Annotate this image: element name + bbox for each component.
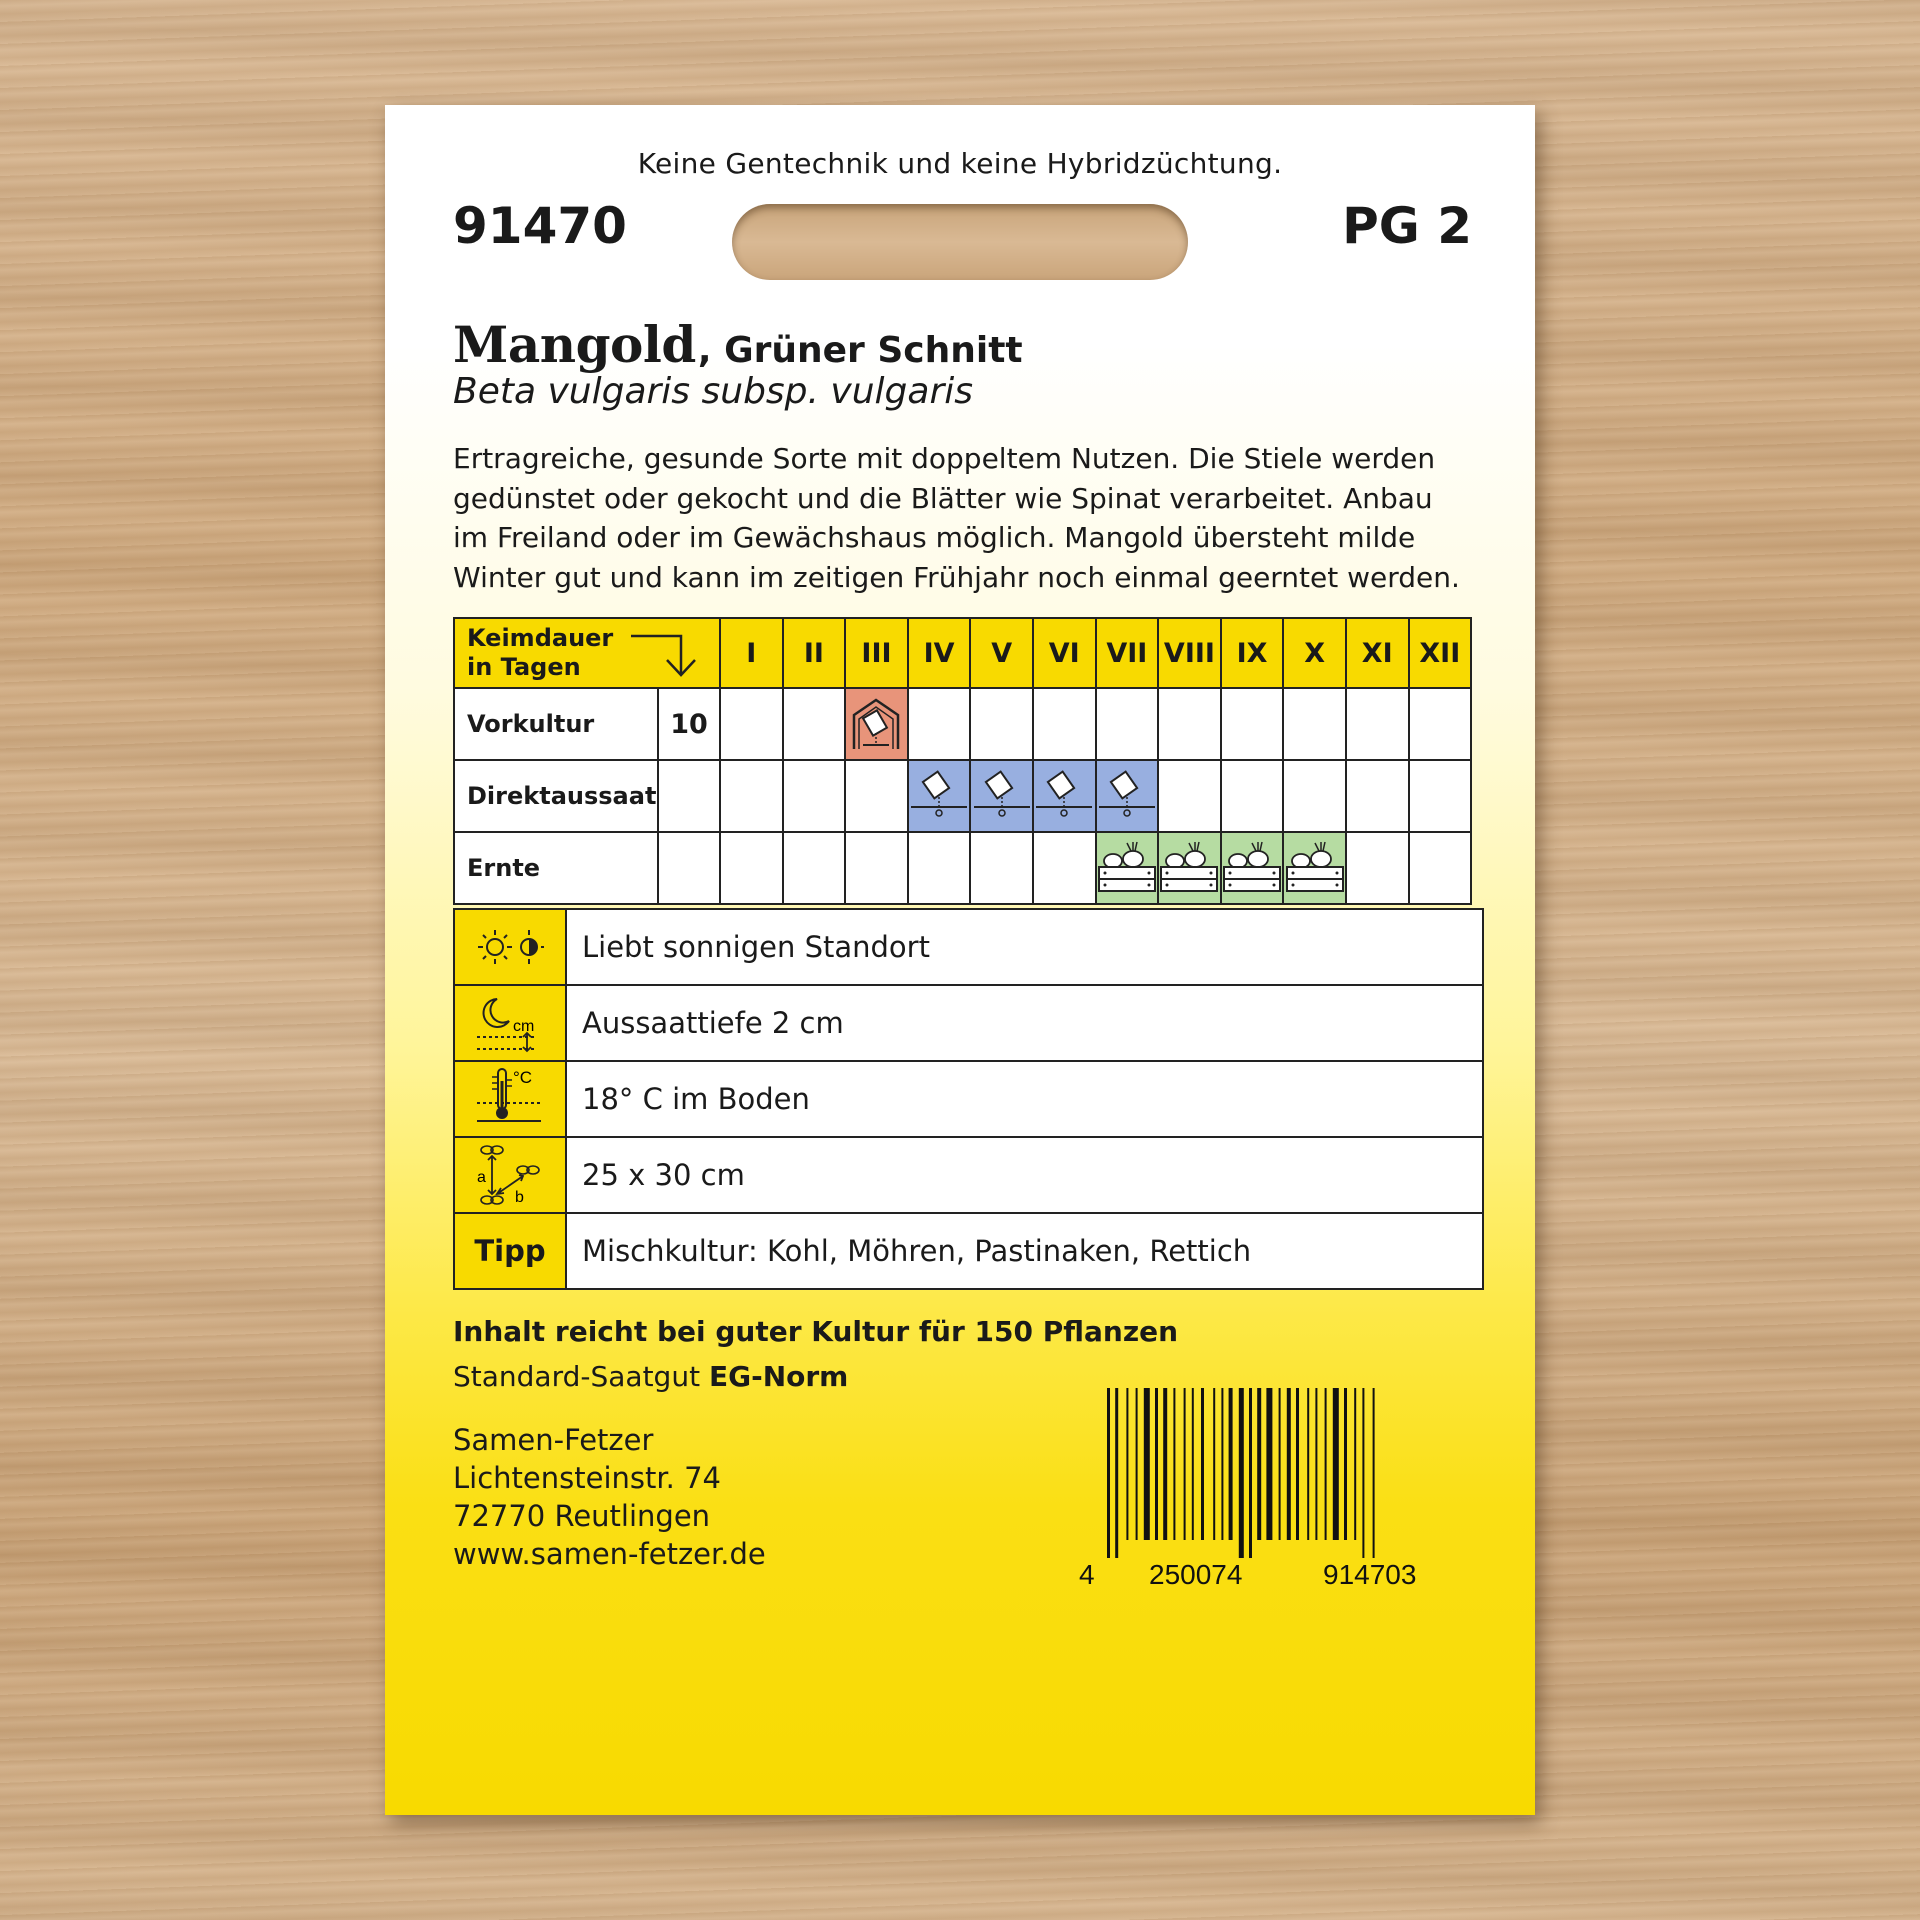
barcode-bar xyxy=(1213,1388,1215,1540)
info-icon-cell xyxy=(454,909,566,985)
month-6: VI xyxy=(1033,618,1096,688)
info-row-location xyxy=(454,909,1483,985)
cell-direkt-11 xyxy=(1346,760,1409,832)
cell-vorkultur-1 xyxy=(720,688,783,760)
seed-packet-sowing-icon xyxy=(911,769,967,823)
barcode-bar xyxy=(1266,1388,1272,1540)
month-12: XII xyxy=(1409,618,1472,688)
harvest-crate-icon xyxy=(1285,839,1345,897)
cell-vorkultur-4 xyxy=(908,688,971,760)
germination-days-empty xyxy=(658,760,720,832)
barcode-bar xyxy=(1333,1388,1339,1540)
row-label-ernte: Ernte xyxy=(454,832,658,904)
info-row-spacing xyxy=(454,1137,1483,1213)
barcode-digit-first: 4 xyxy=(1079,1559,1095,1590)
barcode-bar xyxy=(1307,1388,1309,1540)
cell-direkt-5 xyxy=(970,760,1033,832)
cell-direkt-12 xyxy=(1409,760,1472,832)
cell-vorkultur-5 xyxy=(970,688,1033,760)
website: www.samen-fetzer.de xyxy=(453,1537,766,1571)
cell-direkt-10 xyxy=(1283,760,1346,832)
barcode-bar xyxy=(1126,1388,1128,1540)
info-row-tip xyxy=(454,1213,1483,1289)
cell-vorkultur-9 xyxy=(1221,688,1284,760)
product-title xyxy=(453,315,1023,374)
harvest-crate-icon xyxy=(1097,839,1157,897)
cell-ernte-11 xyxy=(1346,832,1409,904)
price-group: PG 2 xyxy=(1342,197,1472,255)
seed-packet-sowing-icon xyxy=(1036,769,1092,823)
info-text: Aussaattiefe 2 cm xyxy=(566,985,1483,1061)
cell-vorkultur-3 xyxy=(845,688,908,760)
cell-vorkultur-12 xyxy=(1409,688,1472,760)
barcode-bar xyxy=(1279,1388,1281,1540)
barcode-bar xyxy=(1184,1388,1186,1540)
barcode-bar xyxy=(1229,1388,1233,1540)
info-text: Liebt sonnigen Standort xyxy=(566,909,1483,985)
barcode-bar xyxy=(1315,1388,1317,1540)
company-name: Samen-Fetzer xyxy=(453,1423,654,1457)
germination-label-line1: Keimdauer xyxy=(467,624,614,652)
spacing-b-label: b xyxy=(515,1189,524,1206)
product-name: Mangold xyxy=(453,315,696,374)
info-text: 25 x 30 cm xyxy=(566,1137,1483,1213)
cell-vorkultur-7 xyxy=(1096,688,1159,760)
info-icon-cell xyxy=(454,1137,566,1213)
sowing-depth-icon xyxy=(475,993,545,1053)
tip-label: Tipp xyxy=(454,1213,566,1289)
barcode-bar xyxy=(1221,1388,1223,1540)
street: Lichtensteinstr. 74 xyxy=(453,1461,721,1495)
info-icon-cell xyxy=(454,985,566,1061)
down-arrow-icon xyxy=(629,630,703,680)
month-3: III xyxy=(845,618,908,688)
cell-ernte-3 xyxy=(845,832,908,904)
latin-name: Beta vulgaris subsp. vulgaris xyxy=(453,371,974,412)
month-10: X xyxy=(1283,618,1346,688)
cell-vorkultur-10 xyxy=(1283,688,1346,760)
germination-header xyxy=(454,618,720,688)
barcode-bar xyxy=(1192,1388,1194,1540)
month-5: V xyxy=(970,618,1033,688)
seed-packet-sowing-icon xyxy=(1099,769,1155,823)
hanger-slot xyxy=(732,204,1188,280)
cell-ernte-1 xyxy=(720,832,783,904)
cell-ernte-6 xyxy=(1033,832,1096,904)
cell-vorkultur-11 xyxy=(1346,688,1409,760)
barcode-bar xyxy=(1354,1388,1356,1540)
cell-ernte-8 xyxy=(1158,832,1221,904)
cell-direkt-8 xyxy=(1158,760,1221,832)
seed-standard xyxy=(453,1360,848,1393)
barcode-bar xyxy=(1173,1388,1175,1540)
row-direktaussaat xyxy=(454,760,1471,832)
barcode-bar xyxy=(1239,1388,1244,1558)
info-text: Mischkultur: Kohl, Möhren, Pastinaken, Rettich xyxy=(566,1213,1483,1289)
cell-ernte-4 xyxy=(908,832,971,904)
barcode-bar xyxy=(1257,1388,1261,1540)
month-9: IX xyxy=(1221,618,1284,688)
cell-vorkultur-8 xyxy=(1158,688,1221,760)
cell-direkt-6 xyxy=(1033,760,1096,832)
barcode-bar xyxy=(1107,1388,1110,1558)
barcode-bar xyxy=(1249,1388,1252,1558)
harvest-crate-icon xyxy=(1159,839,1219,897)
cell-vorkultur-2 xyxy=(783,688,846,760)
cultivation-info xyxy=(453,908,1484,1290)
soil-thermometer-icon xyxy=(475,1065,545,1127)
germination-label-line2: in Tagen xyxy=(467,653,581,681)
barcode-bar xyxy=(1155,1388,1158,1540)
cell-direkt-1 xyxy=(720,760,783,832)
barcode-bar xyxy=(1201,1388,1204,1540)
month-8: VIII xyxy=(1158,618,1221,688)
depth-unit-label: cm xyxy=(513,1018,535,1035)
month-1: I xyxy=(720,618,783,688)
seed-standard-norm: EG-Norm xyxy=(708,1360,849,1393)
row-ernte xyxy=(454,832,1471,904)
city: 72770 Reutlingen xyxy=(453,1499,711,1533)
month-4: IV xyxy=(908,618,971,688)
barcode-bar xyxy=(1163,1388,1167,1540)
cell-ernte-2 xyxy=(783,832,846,904)
seed-standard-prefix: Standard-Saatgut xyxy=(453,1360,701,1393)
barcode-group-right: 914703 xyxy=(1323,1559,1417,1590)
month-11: XI xyxy=(1346,618,1409,688)
variety-name: , Grüner Schnitt xyxy=(697,330,1023,371)
cell-ernte-12 xyxy=(1409,832,1472,904)
cell-vorkultur-6 xyxy=(1033,688,1096,760)
cell-direkt-4 xyxy=(908,760,971,832)
germination-days: 10 xyxy=(658,688,720,760)
temp-unit-label: °C xyxy=(513,1067,533,1087)
row-label-direktaussaat: Direktaussaat xyxy=(454,760,658,832)
harvest-crate-icon xyxy=(1222,839,1282,897)
row-label-vorkultur: Vorkultur xyxy=(454,688,658,760)
seed-packet-sowing-icon xyxy=(974,769,1030,823)
gmo-free-note: Keine Gentechnik und keine Hybridzüchtung. xyxy=(637,147,1283,180)
cell-ernte-9 xyxy=(1221,832,1284,904)
barcode-bar xyxy=(1144,1388,1150,1540)
spacing-a-label: a xyxy=(477,1169,486,1186)
barcode-bar xyxy=(1325,1388,1327,1540)
sun-halfshade-icon xyxy=(475,927,545,967)
article-number: 91470 xyxy=(453,197,627,255)
barcode-group-left: 250074 xyxy=(1149,1559,1243,1590)
barcode-bar xyxy=(1115,1388,1118,1558)
cell-direkt-2 xyxy=(783,760,846,832)
cell-ernte-5 xyxy=(970,832,1033,904)
cultivation-calendar xyxy=(453,617,1472,905)
germination-days-empty xyxy=(658,832,720,904)
calendar-header-row xyxy=(454,618,1471,688)
barcode-bar xyxy=(1287,1388,1291,1540)
barcode-bar xyxy=(1136,1388,1138,1540)
info-row-depth xyxy=(454,985,1483,1061)
cell-ernte-7 xyxy=(1096,832,1159,904)
address-block xyxy=(453,1421,766,1573)
barcode-bar xyxy=(1344,1388,1347,1540)
seed-packet xyxy=(385,105,1535,1815)
cell-direkt-7 xyxy=(1096,760,1159,832)
barcode-bar xyxy=(1362,1388,1364,1558)
content-amount: Inhalt reicht bei guter Kultur für 150 Pflanzen xyxy=(453,1315,1179,1348)
greenhouse-seed-icon xyxy=(849,695,903,753)
info-text: 18° C im Boden xyxy=(566,1061,1483,1137)
barcode-bar xyxy=(1296,1388,1299,1540)
month-2: II xyxy=(783,618,846,688)
cell-direkt-9 xyxy=(1221,760,1284,832)
info-row-temperature xyxy=(454,1061,1483,1137)
row-vorkultur xyxy=(454,688,1471,760)
plant-spacing-icon xyxy=(475,1142,545,1208)
month-7: VII xyxy=(1096,618,1159,688)
cell-direkt-3 xyxy=(845,760,908,832)
cell-ernte-10 xyxy=(1283,832,1346,904)
info-icon-cell xyxy=(454,1061,566,1137)
barcode xyxy=(1077,1388,1495,1598)
barcode-bar xyxy=(1373,1388,1375,1558)
description: Ertragreiche, gesunde Sorte mit doppeltem Nutzen. Die Stiele werden gedünstet oder gekocht und die Blätter wie Spinat verarbeitet. Anbau im Freiland oder im Gewächshaus möglich. Mangold übersteht milde Winter gut und kann im zeitigen Frühjahr noch einmal geerntet werden. xyxy=(453,442,1460,594)
